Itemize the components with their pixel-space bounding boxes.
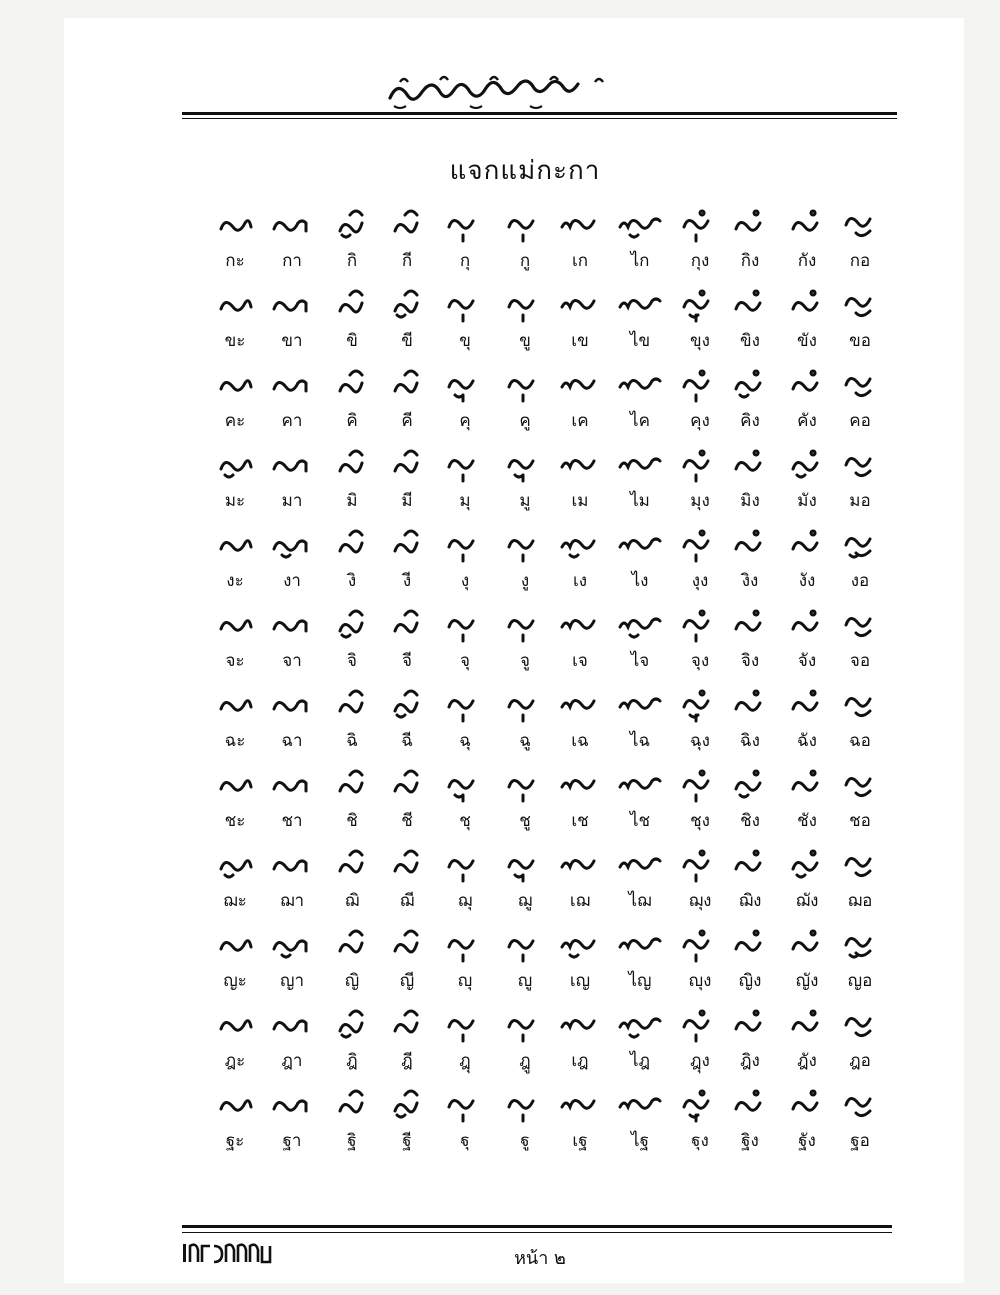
khmer-glyph <box>377 205 437 245</box>
thai-syllable: ญุ <box>457 971 473 991</box>
khmer-glyph <box>262 845 322 885</box>
khmer-glyph <box>495 605 555 645</box>
khmer-glyph <box>610 525 670 565</box>
thai-syllable: กุง <box>690 251 710 271</box>
khmer-glyph <box>262 525 322 565</box>
khmer-glyph <box>205 205 265 245</box>
khmer-glyph <box>322 445 382 485</box>
khmer-glyph <box>495 1085 555 1125</box>
thai-syllable: งอ <box>850 571 870 591</box>
khmer-glyph <box>720 285 780 325</box>
thai-syllable: กิ <box>346 251 358 271</box>
khmer-glyph <box>550 1085 610 1125</box>
khmer-glyph <box>777 1085 837 1125</box>
thai-syllable: เง <box>572 571 588 591</box>
thai-syllable: มุ <box>459 491 471 511</box>
thai-syllable: จัง <box>797 651 817 671</box>
thai-syllable: กี <box>401 251 413 271</box>
khmer-glyph <box>610 1085 670 1125</box>
thai-syllable: ฐี <box>402 1131 412 1151</box>
thai-syllable: จอ <box>849 651 871 671</box>
thai-syllable: เฎ <box>571 1051 589 1071</box>
thai-syllable: ไก <box>630 251 650 271</box>
thai-syllable: มิ <box>346 491 358 511</box>
khmer-glyph <box>720 205 780 245</box>
thai-syllable: ขิง <box>740 331 760 351</box>
khmer-glyph <box>322 845 382 885</box>
thai-syllable: ฐะ <box>225 1131 245 1151</box>
thai-syllable: ชา <box>281 811 303 831</box>
thai-syllable: ชุง <box>690 811 710 831</box>
thai-syllable: จา <box>282 651 302 671</box>
khmer-glyph <box>322 1005 382 1045</box>
khmer-glyph <box>777 765 837 805</box>
khmer-glyph <box>435 925 495 965</box>
khmer-glyph <box>777 285 837 325</box>
thai-syllable: ชอ <box>849 811 871 831</box>
khmer-glyph <box>610 205 670 245</box>
header-rule <box>182 112 897 115</box>
khmer-glyph <box>720 525 780 565</box>
thai-syllable: ฉิง <box>740 731 760 751</box>
thai-syllable: ฉัง <box>797 731 817 751</box>
thai-syllable: ไฌ <box>628 891 652 911</box>
khmer-glyph <box>720 845 780 885</box>
thai-syllable: ฐอ <box>850 1131 870 1151</box>
khmer-glyph <box>550 365 610 405</box>
header-rule-thin <box>182 118 897 119</box>
khmer-glyph <box>205 925 265 965</box>
thai-syllable: มิง <box>740 491 760 511</box>
thai-syllable: คี <box>401 411 413 431</box>
thai-syllable: คัง <box>797 411 817 431</box>
thai-syllable: ไจ <box>630 651 650 671</box>
khmer-glyph <box>777 365 837 405</box>
thai-syllable: งู <box>520 571 530 591</box>
thai-syllable: ขัง <box>797 331 817 351</box>
thai-syllable: ฎู <box>519 1051 531 1071</box>
khmer-glyph <box>777 605 837 645</box>
khmer-glyph <box>435 205 495 245</box>
khmer-glyph <box>550 765 610 805</box>
khmer-glyph <box>610 845 670 885</box>
khmer-glyph <box>377 365 437 405</box>
thai-syllable: ฐุ <box>460 1131 470 1151</box>
thai-syllable: เค <box>571 411 589 431</box>
thai-syllable: ญอ <box>847 971 873 991</box>
thai-syllable: ฉุง <box>690 731 710 751</box>
khmer-glyph <box>377 1005 437 1045</box>
khmer-glyph <box>435 685 495 725</box>
thai-syllable: ฌะ <box>223 891 247 911</box>
thai-syllable: ขา <box>281 331 303 351</box>
thai-syllable: เญ <box>569 971 591 991</box>
khmer-glyph <box>377 845 437 885</box>
thai-syllable: ชิง <box>740 811 760 831</box>
thai-syllable: ไช <box>629 811 651 831</box>
khmer-glyph <box>435 1005 495 1045</box>
thai-syllable: ไข <box>629 331 651 351</box>
khmer-glyph <box>720 685 780 725</box>
khmer-glyph <box>550 1005 610 1045</box>
footer-rule-thin <box>182 1232 892 1233</box>
thai-syllable: งา <box>283 571 301 591</box>
thai-syllable: ฉู <box>519 731 531 751</box>
thai-syllable: ไม <box>630 491 650 511</box>
thai-syllable: ฐิง <box>741 1131 759 1151</box>
khmer-glyph <box>205 685 265 725</box>
khmer-glyph <box>777 845 837 885</box>
khmer-glyph <box>495 765 555 805</box>
thai-syllable: งุง <box>691 571 709 591</box>
thai-syllable: ฉิ <box>346 731 358 751</box>
thai-syllable: ญี <box>399 971 415 991</box>
khmer-glyph <box>205 1005 265 1045</box>
thai-syllable: ฎา <box>281 1051 303 1071</box>
thai-syllable: จะ <box>225 651 245 671</box>
thai-syllable: กิง <box>740 251 760 271</box>
khmer-glyph <box>777 445 837 485</box>
thai-syllable: ขุง <box>690 331 710 351</box>
khmer-glyph <box>777 685 837 725</box>
khmer-glyph <box>720 1005 780 1045</box>
khmer-glyph <box>495 205 555 245</box>
thai-syllable: คอ <box>849 411 871 431</box>
khmer-glyph <box>205 1085 265 1125</box>
thai-syllable: จิง <box>740 651 760 671</box>
thai-syllable: ญู <box>517 971 533 991</box>
khmer-glyph <box>830 285 890 325</box>
khmer-glyph <box>262 685 322 725</box>
khmer-glyph <box>322 1085 382 1125</box>
thai-syllable: คุ <box>459 411 471 431</box>
thai-syllable: กัง <box>797 251 817 271</box>
khmer-glyph <box>322 765 382 805</box>
khmer-glyph <box>550 925 610 965</box>
header-title-logo <box>380 60 640 120</box>
khmer-glyph <box>435 525 495 565</box>
thai-syllable: ชัง <box>797 811 817 831</box>
thai-syllable: ฌุง <box>688 891 712 911</box>
khmer-glyph <box>777 525 837 565</box>
khmer-glyph <box>377 445 437 485</box>
thai-syllable: ฉุ <box>459 731 471 751</box>
thai-syllable: ไญ <box>628 971 652 991</box>
khmer-glyph <box>720 365 780 405</box>
thai-syllable: ฐุง <box>691 1131 709 1151</box>
thai-syllable: ชุ <box>459 811 471 831</box>
thai-syllable: ชะ <box>224 811 246 831</box>
thai-syllable: จี <box>402 651 412 671</box>
khmer-glyph <box>205 285 265 325</box>
khmer-glyph <box>830 205 890 245</box>
khmer-glyph <box>830 445 890 485</box>
khmer-glyph <box>262 205 322 245</box>
khmer-glyph <box>205 845 265 885</box>
khmer-glyph <box>435 285 495 325</box>
khmer-glyph <box>777 925 837 965</box>
khmer-glyph <box>205 605 265 645</box>
khmer-glyph <box>435 845 495 885</box>
khmer-glyph <box>262 765 322 805</box>
thai-syllable: มี <box>401 491 413 511</box>
khmer-glyph <box>205 765 265 805</box>
khmer-glyph <box>377 685 437 725</box>
khmer-glyph <box>322 285 382 325</box>
khmer-glyph <box>322 525 382 565</box>
khmer-glyph <box>610 285 670 325</box>
khmer-glyph <box>495 525 555 565</box>
khmer-glyph <box>495 1005 555 1045</box>
khmer-glyph <box>550 605 610 645</box>
khmer-glyph <box>377 605 437 645</box>
khmer-glyph <box>830 765 890 805</box>
khmer-glyph <box>830 525 890 565</box>
thai-syllable: ชู <box>519 811 531 831</box>
khmer-glyph <box>550 845 610 885</box>
khmer-glyph <box>435 1085 495 1125</box>
thai-syllable: งุ <box>460 571 470 591</box>
khmer-glyph <box>322 365 382 405</box>
thai-syllable: งัง <box>798 571 816 591</box>
thai-syllable: ฎอ <box>849 1051 871 1071</box>
thai-syllable: ฉะ <box>224 731 246 751</box>
thai-syllable: มะ <box>224 491 246 511</box>
khmer-glyph <box>262 445 322 485</box>
khmer-glyph <box>610 765 670 805</box>
thai-syllable: ฌา <box>279 891 305 911</box>
khmer-glyph <box>495 285 555 325</box>
khmer-glyph <box>610 605 670 645</box>
khmer-glyph <box>720 1085 780 1125</box>
thai-syllable: ฌู <box>517 891 533 911</box>
khmer-glyph <box>610 925 670 965</box>
khmer-glyph <box>435 605 495 645</box>
thai-syllable: กา <box>282 251 302 271</box>
thai-syllable: ขุ <box>459 331 471 351</box>
thai-syllable: ฎุ <box>459 1051 471 1071</box>
thai-syllable: เฉ <box>571 731 589 751</box>
footer-rule <box>182 1225 892 1228</box>
thai-syllable: ขะ <box>224 331 246 351</box>
thai-syllable: เจ <box>572 651 588 671</box>
thai-syllable: กอ <box>849 251 871 271</box>
thai-syllable: ไง <box>631 571 649 591</box>
khmer-glyph <box>830 1005 890 1045</box>
thai-syllable: มุง <box>690 491 710 511</box>
thai-syllable: มัง <box>797 491 817 511</box>
khmer-glyph <box>550 445 610 485</box>
khmer-glyph <box>830 925 890 965</box>
thai-syllable: ฌิง <box>738 891 762 911</box>
khmer-glyph <box>610 1005 670 1045</box>
thai-syllable: ฌี <box>399 891 415 911</box>
khmer-glyph <box>377 765 437 805</box>
khmer-glyph <box>550 685 610 725</box>
thai-syllable: งะ <box>226 571 244 591</box>
khmer-glyph <box>777 205 837 245</box>
thai-syllable: เม <box>571 491 589 511</box>
khmer-glyph <box>550 525 610 565</box>
thai-syllable: ฎัง <box>797 1051 817 1071</box>
thai-syllable: ฎุง <box>690 1051 710 1071</box>
thai-syllable: คู <box>519 411 531 431</box>
khmer-glyph <box>830 845 890 885</box>
khmer-glyph <box>435 365 495 405</box>
khmer-glyph <box>322 925 382 965</box>
thai-syllable: คุง <box>690 411 710 431</box>
khmer-glyph <box>777 1005 837 1045</box>
khmer-glyph <box>495 845 555 885</box>
thai-syllable: ไฎ <box>630 1051 650 1071</box>
thai-syllable: ฌุ <box>457 891 473 911</box>
thai-syllable: ญุง <box>688 971 712 991</box>
khmer-glyph <box>720 925 780 965</box>
thai-syllable: ขิ <box>346 331 358 351</box>
thai-syllable: ฌิ <box>344 891 360 911</box>
khmer-glyph <box>322 605 382 645</box>
thai-syllable: ฉอ <box>849 731 871 751</box>
khmer-glyph <box>720 605 780 645</box>
khmer-glyph <box>262 1005 322 1045</box>
thai-syllable: เฌ <box>569 891 591 911</box>
khmer-glyph <box>830 1085 890 1125</box>
khmer-glyph <box>830 365 890 405</box>
thai-syllable: ฉา <box>281 731 303 751</box>
thai-syllable: เช <box>571 811 589 831</box>
thai-syllable: ไฐ <box>631 1131 649 1151</box>
thai-syllable: เก <box>571 251 589 271</box>
khmer-glyph <box>205 365 265 405</box>
thai-syllable: ฎะ <box>224 1051 246 1071</box>
thai-syllable: คะ <box>224 411 246 431</box>
thai-syllable: มา <box>281 491 303 511</box>
khmer-glyph <box>322 205 382 245</box>
thai-syllable: ชิ <box>346 811 358 831</box>
page-heading: แจกแม่กะกา <box>449 156 601 186</box>
thai-syllable: จู <box>520 651 530 671</box>
thai-syllable: ญา <box>279 971 305 991</box>
thai-syllable: ฎี <box>401 1051 413 1071</box>
thai-syllable: ญัง <box>795 971 819 991</box>
thai-syllable: งี <box>402 571 412 591</box>
thai-syllable: ญิง <box>738 971 762 991</box>
thai-syllable: มู <box>519 491 531 511</box>
thai-syllable: ฐา <box>282 1131 302 1151</box>
thai-syllable: ญะ <box>223 971 247 991</box>
thai-syllable: งิง <box>741 571 759 591</box>
thai-syllable: ญิ <box>344 971 360 991</box>
page-number: หน้า ๒ <box>514 1248 566 1269</box>
khmer-glyph <box>830 605 890 645</box>
khmer-glyph <box>377 1085 437 1125</box>
thai-syllable: ฌัง <box>795 891 819 911</box>
khmer-glyph <box>550 285 610 325</box>
khmer-glyph <box>377 525 437 565</box>
khmer-glyph <box>377 285 437 325</box>
khmer-glyph <box>205 525 265 565</box>
thai-syllable: จุง <box>690 651 710 671</box>
thai-syllable: คา <box>281 411 303 431</box>
khmer-glyph <box>610 445 670 485</box>
thai-syllable: ฌอ <box>847 891 873 911</box>
khmer-glyph <box>495 925 555 965</box>
thai-syllable: มอ <box>849 491 871 511</box>
khmer-glyph <box>720 445 780 485</box>
thai-syllable: เฐ <box>572 1131 588 1151</box>
thai-syllable: ขี <box>401 331 413 351</box>
thai-syllable: ฐัง <box>798 1131 816 1151</box>
khmer-glyph <box>377 925 437 965</box>
khmer-glyph <box>495 445 555 485</box>
thai-syllable: ฐู <box>520 1131 530 1151</box>
thai-syllable: ฐิ <box>347 1131 357 1151</box>
thai-syllable: ฎิ <box>346 1051 358 1071</box>
khmer-glyph <box>550 205 610 245</box>
khmer-glyph <box>610 685 670 725</box>
khmer-glyph <box>610 365 670 405</box>
thai-syllable: งิ <box>347 571 357 591</box>
thai-syllable: จุ <box>460 651 470 671</box>
thai-syllable: กุ <box>459 251 471 271</box>
thai-syllable: ฉี <box>401 731 413 751</box>
khmer-glyph <box>495 365 555 405</box>
thai-syllable: กู <box>519 251 531 271</box>
khmer-glyph <box>435 765 495 805</box>
khmer-glyph <box>435 445 495 485</box>
thai-syllable: ชี <box>401 811 413 831</box>
khmer-glyph <box>495 685 555 725</box>
khmer-glyph <box>720 765 780 805</box>
khmer-glyph <box>322 685 382 725</box>
thai-syllable: เข <box>571 331 589 351</box>
khmer-glyph <box>262 605 322 645</box>
thai-syllable: คิ <box>346 411 358 431</box>
thai-syllable: ไค <box>630 411 650 431</box>
khmer-glyph <box>262 1085 322 1125</box>
thai-syllable: ฎิง <box>740 1051 760 1071</box>
thai-syllable: ขอ <box>849 331 871 351</box>
thai-syllable: จิ <box>347 651 357 671</box>
thai-syllable: คิง <box>740 411 760 431</box>
khmer-glyph <box>205 445 265 485</box>
thai-syllable: กะ <box>225 251 245 271</box>
thai-syllable: ขู <box>519 331 531 351</box>
khmer-glyph <box>830 685 890 725</box>
khmer-glyph <box>262 285 322 325</box>
thai-syllable: ไฉ <box>629 731 651 751</box>
khmer-glyph <box>262 365 322 405</box>
khmer-glyph <box>262 925 322 965</box>
